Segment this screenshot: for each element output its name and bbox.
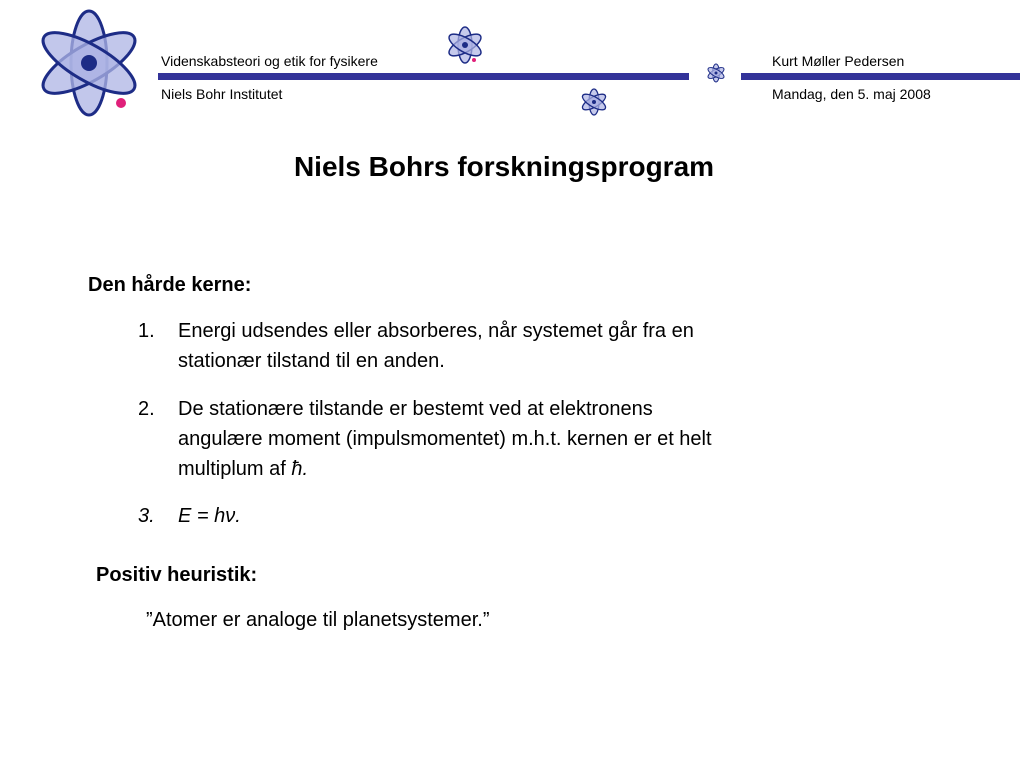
institute-name: Niels Bohr Institutet bbox=[161, 86, 283, 102]
atom-logo-icon bbox=[28, 2, 150, 124]
list-number: 1. bbox=[138, 320, 155, 342]
heuristic-quote: ”Atomer er analoge til planetsystemer.” bbox=[146, 609, 490, 631]
hard-core-heading: Den hårde kerne: bbox=[88, 274, 252, 296]
header-divider-right bbox=[741, 73, 1020, 80]
list-line: stationær tilstand til en anden. bbox=[178, 350, 445, 372]
list-line: Energi udsendes eller absorberes, når systemet går fra en bbox=[178, 320, 694, 342]
energy-formula: E = hν. bbox=[178, 505, 241, 527]
list-item bbox=[138, 394, 878, 486]
small-atom-icon bbox=[705, 62, 727, 84]
small-atom-icon bbox=[444, 24, 486, 66]
hbar-symbol: ħ. bbox=[291, 458, 309, 480]
header-divider-left bbox=[158, 73, 689, 80]
list-line bbox=[178, 454, 878, 484]
author-name: Kurt Møller Pedersen bbox=[772, 53, 905, 69]
list-item bbox=[138, 501, 878, 533]
list-item bbox=[138, 316, 878, 378]
course-title: Videnskabsteori og etik for fysikere bbox=[161, 53, 378, 69]
lecture-date: Mandag, den 5. maj 2008 bbox=[772, 86, 931, 102]
slide-title: Niels Bohrs forskningsprogram bbox=[293, 151, 715, 182]
list-line: angulære moment (impulsmomentet) m.h.t. kernen er et helt bbox=[178, 428, 712, 450]
list-line: De stationære tilstande er bestemt ved at elektronens bbox=[178, 398, 653, 420]
list-number: 2. bbox=[138, 398, 155, 420]
heuristic-heading: Positiv heuristik: bbox=[96, 564, 258, 586]
small-atom-icon bbox=[578, 86, 610, 118]
list-number: 3. bbox=[138, 505, 155, 527]
list-line-text: multiplum af bbox=[178, 458, 292, 480]
